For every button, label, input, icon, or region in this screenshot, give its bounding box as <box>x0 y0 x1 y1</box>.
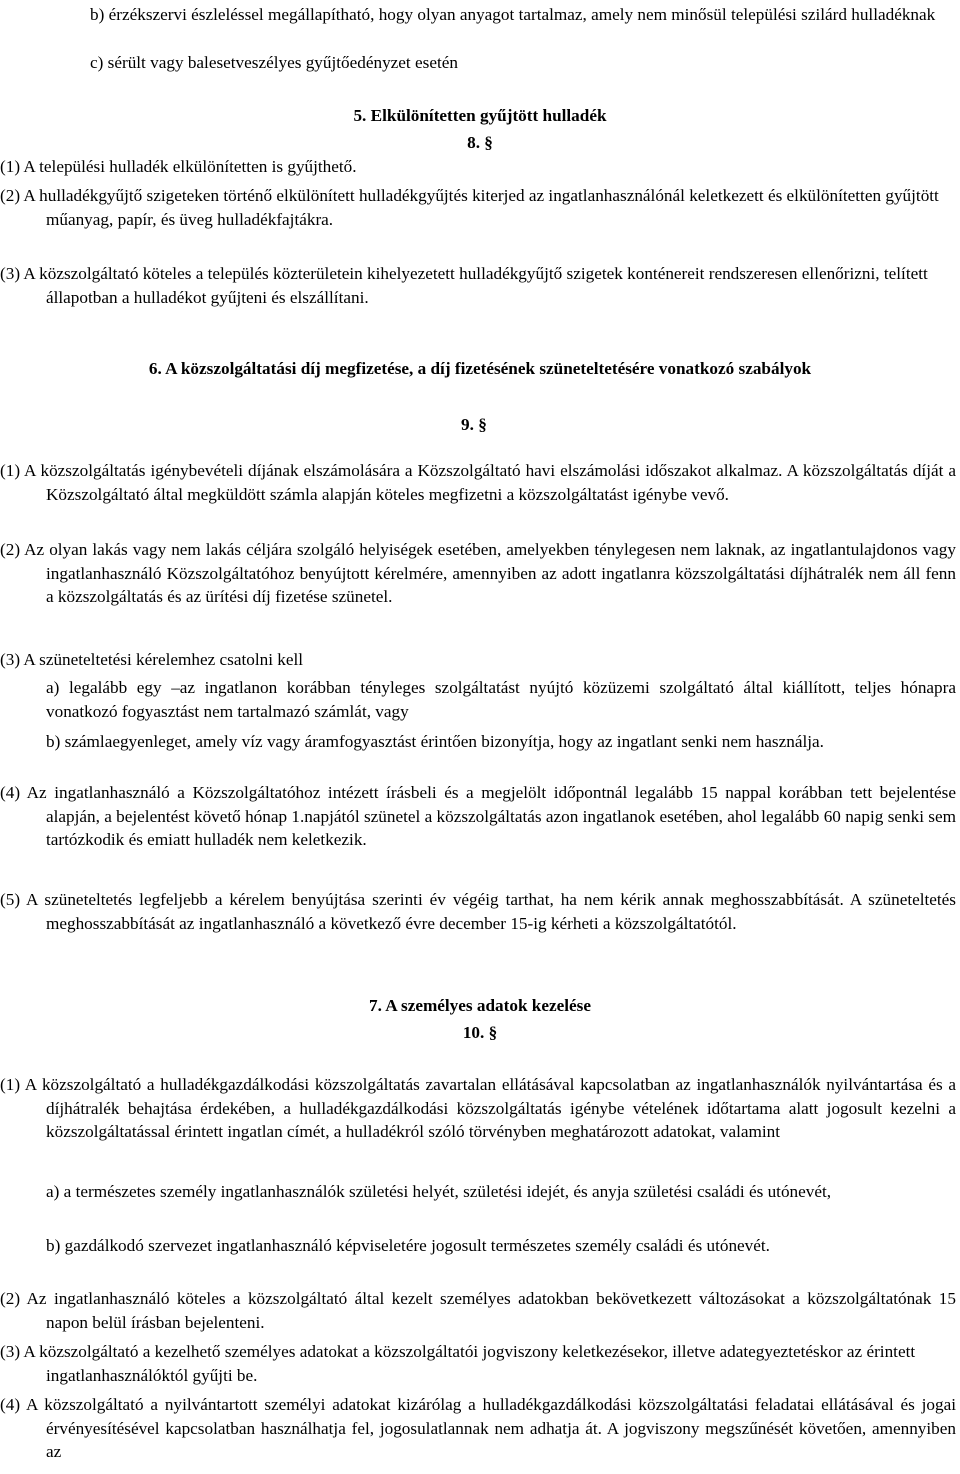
section-6-heading: 6. A közszolgáltatási díj megfizetése, a díj fizetésének szüneteltetésére vonatkozó szabályok <box>148 359 812 378</box>
sec5-point-1: (1) A települési hulladék elkülönítetten is gyűjthető. <box>0 157 357 176</box>
section-7-paragraph-number: 10. § <box>462 1023 498 1042</box>
list-item-c: c) sérült vagy balesetveszélyes gyűjtőedényzet esetén <box>90 53 458 72</box>
sec7-point-1: (1) A közszolgáltató a hulladékgazdálkodási közszolgáltatás zavartalan ellátásával kapcsolatban az ingatlanhasználók nyilvántartása és a díjhátralék behajtása érdekében, a hulladékgazdálkodási közszolgáltatás igénybe vételének időtartama alatt jogosult kezelni a közszolgáltatással érintett ingatlan címét, a hulladékról szóló törvényben meghatározott adatokat, valamint <box>0 1075 956 1142</box>
sec6-point-3a: a) legalább egy –az ingatlanon korábban tényleges szolgáltatást nyújtó közüzemi szolgáltató által kiállított, teljes hónapra vonatkozó fogyasztást nem tartalmazó számlát, vagy <box>46 678 956 721</box>
sec6-point-3: (3) A szüneteltetési kérelemhez csatolni kell <box>0 650 304 669</box>
section-5-paragraph-number: 8. § <box>467 133 493 152</box>
sec5-point-3: (3) A közszolgáltató köteles a település közterületein kihelyezetett hulladékgyűjtő szigetek konténereit rendszeresen ellenőrizni, telített állapotban a hulladékot gyűjteni és elszállítani. <box>0 264 928 307</box>
section-5-heading: 5. Elkülönítetten gyűjtött hulladék <box>353 106 607 125</box>
sec6-point-4: (4) Az ingatlanhasználó a Közszolgáltatóhoz intézett írásbeli és a megjelölt időpontnál legalább 15 nappal korábban tett bejelentése alapján, a bejelentést követő hónap 1.napjától szünetel a közszolgáltatás azon ingatlanok esetében, ahol legalább 60 napig senki sem tartózkodik és emiatt hulladék nem keletkezik. <box>0 783 956 850</box>
sec6-point-2: (2) Az olyan lakás vagy nem lakás céljára szolgáló helyiségek esetében, amelyekben ténylegesen nem laknak, az ingatlantulajdonos vagy ingatlanhasználó Közszolgáltatóhoz benyújtott kérelmére, amennyiben az adott ingatlanra közszolgáltatási díjhátralék nem áll fenn a közszolgáltatás és az ürítési díj fizetése szünetel. <box>0 540 956 607</box>
sec5-point-2: (2) A hulladékgyűjtő szigeteken történő elkülönített hulladékgyűjtés kiterjed az ingatlanhasználónál keletkezett és elkülönítetten gyűjtött műanyag, papír, és üveg hulladékfajtákra. <box>0 186 939 229</box>
sec7-point-3: (3) A közszolgáltató a kezelhető személyes adatokat a közszolgáltatói jogviszony keletkezésekor, illetve adategyeztetéskor az érintett ingatlanhasználóktól gyűjti be. <box>0 1342 916 1385</box>
sec6-point-5: (5) A szüneteltetés legfeljebb a kérelem benyújtása szerinti év végéig tarthat, ha nem kérik annak meghosszabbítását. A szüneteltetés meghosszabbítását az ingatlanhasználó a következő évre december 15-ig kérheti a közszolgáltatótól. <box>0 890 956 933</box>
sec7-point-2: (2) Az ingatlanhasználó köteles a közszolgáltató által kezelt személyes adatokban bekövetkezett változásokat a közszolgáltatónak 15 napon belül írásban bejelenteni. <box>0 1289 956 1332</box>
sec7-point-1a: a) a természetes személy ingatlanhasználók születési helyét, születési idejét, és anyja születési családi és utónevét, <box>46 1182 832 1201</box>
section-7-heading: 7. A személyes adatok kezelése <box>369 996 591 1015</box>
list-item-b: b) érzékszervi észleléssel megállapítható, hogy olyan anyagot tartalmaz, amely nem minősül települési szilárd hulladéknak <box>90 5 936 24</box>
section-6-paragraph-number: 9. § <box>461 415 487 434</box>
sec7-point-1b: b) gazdálkodó szervezet ingatlanhasználó képviseletére jogosult természetes személy családi és utónevét. <box>46 1236 770 1255</box>
sec7-point-4: (4) A közszolgáltató a nyilvántartott személyi adatokat kizárólag a hulladékgazdálkodási közszolgáltatási feladatai ellátásával és jogai érvényesítésével kapcsolatban használhatja fel, jogosulatlannak nem adhatja át. A jogviszony megszűnését követően, amennyiben az <box>0 1395 956 1462</box>
sec6-point-3b: b) számlaegyenleget, amely víz vagy áramfogyasztást érintően bizonyítja, hogy az ingatlant senki nem használja. <box>46 732 824 751</box>
sec6-point-1: (1) A közszolgáltatás igénybevételi díjának elszámolására a Közszolgáltató havi elszámolási időszakot alkalmaz. A közszolgáltatás díját a Közszolgáltató által megküldött számla alapján köteles megfizetni a közszolgáltatást igénybe vevő. <box>0 461 956 504</box>
